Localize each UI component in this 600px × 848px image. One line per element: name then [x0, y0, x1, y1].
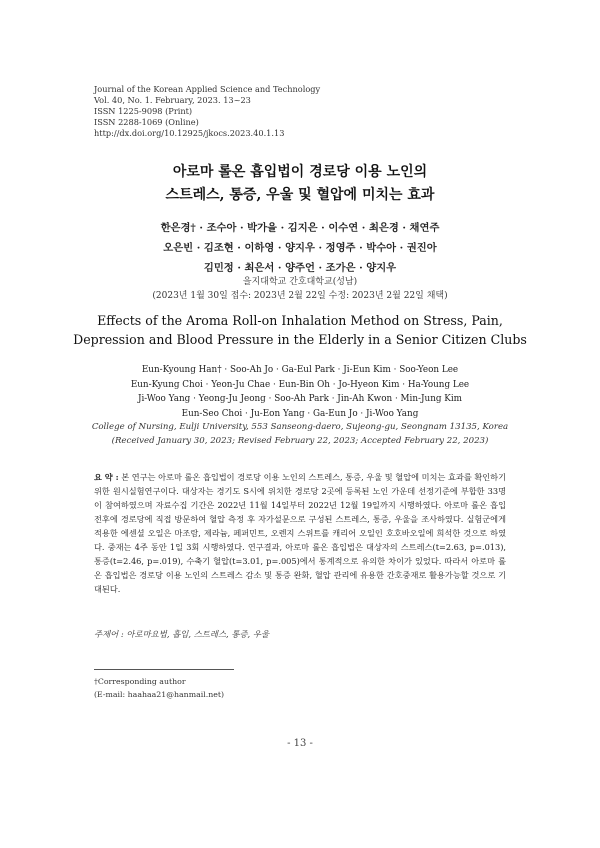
corresponding-author-note: †Corresponding author [94, 677, 186, 686]
korean-authors-line: 한은경† · 조수아 · 박가을 · 김지은 · 이수연 · 최은경 · 채연주 [160, 222, 440, 234]
english-authors-line: Eun-Kyung Choi · Yeon-Ju Chae · Eun-Bin Oh · Jo-Hyeon Kim · Ha-Young Lee [130, 379, 470, 390]
english-affiliation-dates: (Received January 30, 2023; Revised February 22, 2023; Accepted February 22, 2023) [111, 435, 489, 446]
english-authors-line: Eun-Seo Choi · Ju-Eon Yang · Ga-Eun Jo · Ji-Woo Yang [181, 408, 419, 419]
korean-title-line-2: 스트레스, 통증, 우울 및 혈압에 미치는 효과 [165, 187, 435, 203]
korean-authors-line: 오은빈 · 김조현 · 이하영 · 양지우 · 정영주 · 박수아 · 권진아 [163, 242, 437, 254]
journal-header [94, 84, 320, 139]
footnote-divider [94, 669, 234, 670]
journal-issn-print: ISSN 1225-9098 (Print) [94, 106, 193, 116]
english-authors-line: Ji-Woo Yang · Yeong-Ju Jeong · Soo-Ah Park · Jin-Ah Kwon · Min-Jung Kim [137, 394, 463, 404]
english-title [0, 311, 600, 349]
english-affiliation [0, 421, 600, 448]
journal-issn-online: ISSN 2288-1069 (Online) [94, 117, 199, 127]
korean-title-line-1: 아로마 롤온 흡입법이 경로당 이용 노인의 [172, 164, 428, 180]
corresponding-email: (E-mail: haahaa21@hanmail.net) [94, 689, 225, 699]
korean-authors-line: 김민정 · 최은서 · 양주언 · 조가은 · 양지우 [203, 262, 397, 274]
journal-volume: Vol. 40, No. 1. February, 2023. 13~23 [94, 95, 251, 105]
journal-name: Journal of the Korean Applied Science and Technology [94, 84, 321, 94]
journal-doi-link[interactable]: http://dx.doi.org/10.12925/jkocs.2023.40.1.13 [94, 128, 285, 138]
abstract-label: 요 약 : [94, 472, 119, 482]
korean-affiliation-school: 을지대학교 간호대학교(성남) [242, 277, 358, 287]
keywords: 주제어 : 아로마요법, 흡입, 스트레스, 통증, 우울 [94, 629, 270, 639]
abstract-text: 본 연구는 아로마 롤온 흡입법이 경로당 이용 노인의 스트레스, 통증, 우울 및 혈압에 미치는 효과를 확인하기 위한 원시실험연구이다. 대상자는 경기도 S시에 위치한 경로당 2곳에 등록된 노인 가운데 선정기준에 부합한 33명이 참여하였으며 자료수집 기간은 2022년 11월 14일부터 2022년 12월 19일까지 시행하였다. 아로마 롤온 흡입 전후에 경로당에 직접 방문하여 혈압 측정 후 자가설문으로 구성된 스트레스, 통증, 우울을 조사하였다. 실험군에게 적용한 에센셜 오일은 마조람, 제라늄, 페퍼민트, 오렌지 스위트를 캐리어 오일인 호호바오일에 희석한 것으로 하였다. 중재는 4주 동안 1일 3회 시행하였다. 연구결과, 아로마 롤온 흡입법은 대상자의 스트레스(t=2.63, p=.013), 통증(t=2.46, p=.019), 수축기 혈압(t=3.01, p=.005)에서 통계적으로 유의한 차이가 있었다. 따라서 아로마 롤온 흡입법은 경로당 이용 노인의 스트레스 감소 및 통증 완화, 혈압 관리에 유용한 간호중재로 활용가능할 것으로 기대된다. [94, 472, 507, 594]
english-title-line-1: Effects of the Aroma Roll-on Inhalation Method on Stress, Pain, [97, 313, 503, 328]
english-affiliation-address: College of Nursing, Eulji University, 553 Sanseong-daero, Sujeong-gu, Seongnam 13135, Korea [91, 422, 509, 432]
english-title-line-2: Depression and Blood Pressure in the Elderly in a Senior Citizen Clubs [73, 332, 527, 347]
footnote [94, 676, 224, 701]
page-number: - 13 - [287, 738, 313, 749]
korean-affiliation-dates: (2023년 1월 30일 접수: 2023년 2월 22일 수정: 2023년 2월 22일 채택) [152, 291, 448, 301]
english-author-list [0, 363, 600, 421]
korean-affiliation [0, 275, 600, 303]
abstract [94, 470, 506, 596]
english-authors-line: Eun-Kyoung Han† · Soo-Ah Jo · Ga-Eul Park · Ji-Eun Kim · Soo-Yeon Lee [141, 365, 459, 375]
korean-author-list [0, 218, 600, 278]
